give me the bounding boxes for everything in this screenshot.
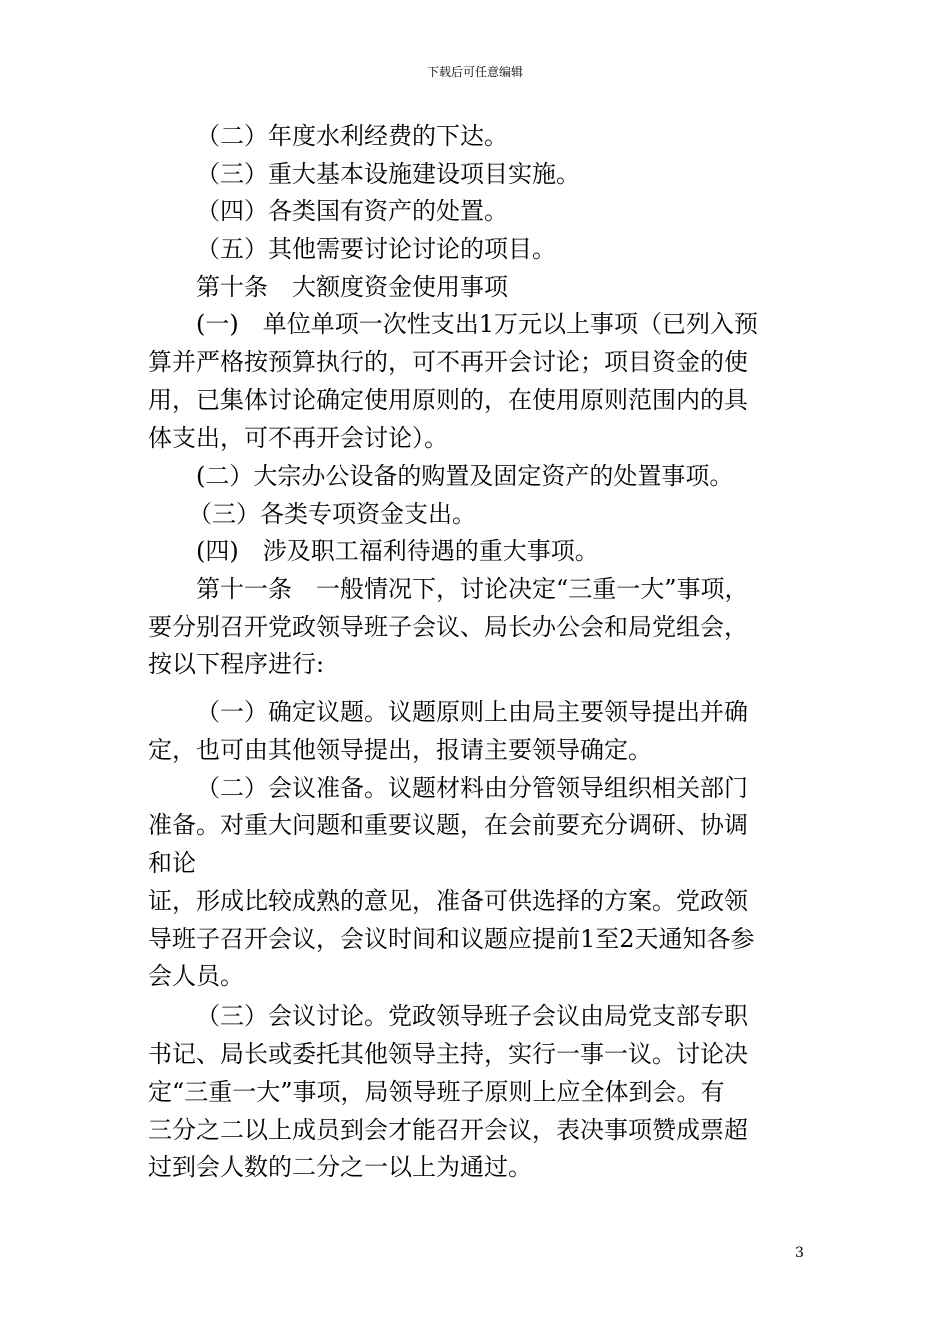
section-heading: 第十一条 一般情况下，讨论决定“三重一大”事项， [196, 575, 749, 603]
body-line: （三）各类专项资金支出。 [188, 500, 476, 528]
body-line: 算并严格按预算执行的，可不再开会讨论；项目资金的使 [148, 348, 748, 376]
body-line: 定“三重一大”事项，局领导班子原则上应全体到会。有 [148, 1078, 725, 1106]
body-line: (二）大宗办公设备的购置及固定资产的处置事项。 [196, 462, 734, 490]
body-line: 按以下程序进行: [148, 650, 325, 678]
body-line: 书记、局长或委托其他领导主持，实行一事一议。讨论决 [148, 1040, 748, 1068]
body-line: （三）重大基本设施建设项目实施。 [196, 160, 580, 188]
body-line: (一) 单位单项一次性支出1万元以上事项（已列入预 [196, 310, 758, 338]
body-line: （二）年度水利经费的下达。 [196, 122, 508, 150]
body-line: 证，形成比较成熟的意见，准备可供选择的方案。党政领 [148, 887, 748, 915]
body-line: （三）会议讨论。党政领导班子会议由局党支部专职 [196, 1002, 748, 1030]
body-line: 准备。对重大问题和重要议题，在会前要充分调研、协调 [148, 811, 748, 839]
section-heading: 第十条 大额度资金使用事项 [196, 273, 508, 301]
body-line: 定，也可由其他领导提出，报请主要领导确定。 [148, 736, 652, 764]
body-line: 要分别召开党政领导班子会议、局长办公会和局党组会， [148, 613, 748, 641]
body-line: 体支出，可不再开会讨论）。 [148, 424, 448, 452]
page-header: 下载后可任意编辑 [426, 65, 523, 79]
body-line: （五）其他需要讨论讨论的项目。 [196, 235, 556, 263]
body-line: 三分之二以上成员到会才能召开会议，表决事项赞成票超 [148, 1116, 748, 1144]
page-number: 3 [795, 1245, 804, 1261]
body-line: （四）各类国有资产的处置。 [196, 197, 508, 225]
body-line: 和论 [148, 849, 196, 877]
body-line: 会人员。 [148, 962, 244, 990]
body-line: 导班子召开会议，会议时间和议题应提前1至2天通知各参 [148, 925, 755, 953]
body-line: （二）会议准备。议题材料由分管领导组织相关部门 [196, 774, 748, 802]
body-line: 用，已集体讨论确定使用原则的，在使用原则范围内的具 [148, 386, 748, 414]
body-line: (四) 涉及职工福利待遇的重大事项。 [196, 537, 599, 565]
body-line: 过到会人数的二分之一以上为通过。 [148, 1153, 532, 1181]
body-line: （一）确定议题。议题原则上由局主要领导提出并确 [196, 698, 748, 726]
